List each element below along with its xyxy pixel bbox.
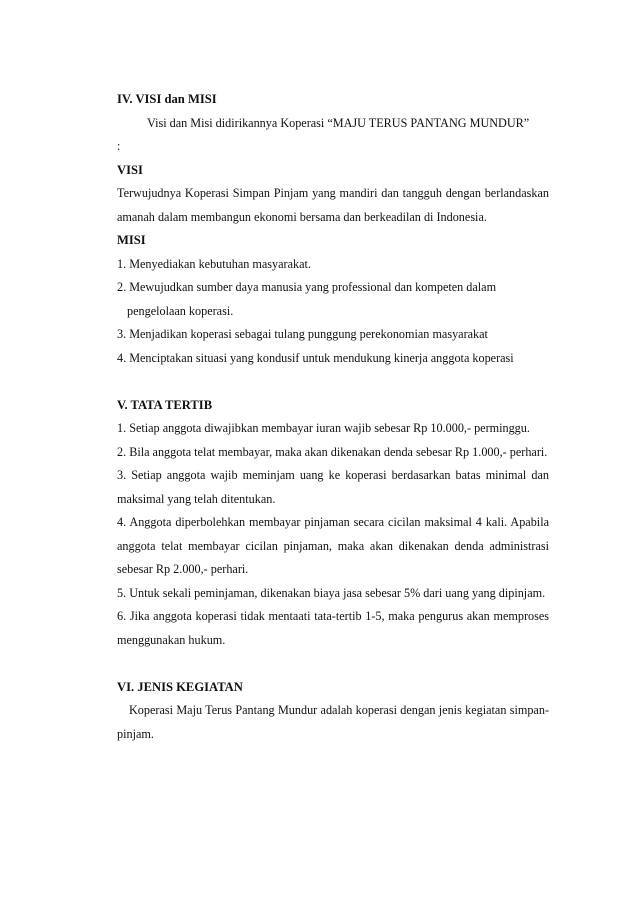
visi-misi-intro-colon: :: [117, 139, 121, 153]
jenis-kegiatan-text: Koperasi Maju Terus Pantang Mundur adalah koperasi dengan jenis kegiatan simpan-pinjam.: [117, 703, 549, 741]
misi-item-2: 2. Mewujudkan sumber daya manusia yang professional dan kompeten dalam: [117, 280, 497, 294]
misi-item-2-continued: pengelolaan koperasi.: [127, 303, 234, 318]
document-page: [117, 88, 549, 746]
visi-misi-intro: Visi dan Misi didirikannya Koperasi “MAJU TERUS PANTANG MUNDUR”: [147, 115, 530, 130]
misi-item-1: 1. Menyediakan kebutuhan masyarakat.: [117, 256, 311, 271]
section-spacer: [117, 370, 549, 394]
section-4-heading: IV. VISI dan MISI: [117, 92, 217, 106]
tata-tertib-rule-6: 6. Jika anggota koperasi tidak mentaati tata-tertib 1-5, maka pengurus akan memproses menggunakan hukum.: [117, 609, 549, 647]
section-5-heading: V. TATA TERTIB: [117, 397, 213, 412]
section-spacer: [117, 652, 549, 676]
visi-heading: VISI: [117, 162, 143, 177]
visi-text: Terwujudnya Koperasi Simpan Pinjam yang mandiri dan tangguh dengan berlandaskan amanah dalam membangun ekonomi bersama dan berkeadilan di Indonesia.: [117, 186, 549, 224]
misi-item-4: 4. Menciptakan situasi yang kondusif untuk mendukung kinerja anggota koperasi: [117, 350, 514, 365]
tata-tertib-rule-4: 4. Anggota diperbolehkan membayar pinjaman secara cicilan maksimal 4 kali. Apabila anggota telat membayar cicilan pinjaman, maka akan dikenakan denda administrasi sebesar Rp 2.000,- perhari.: [117, 515, 549, 576]
tata-tertib-rule-2: 2. Bila anggota telat membayar, maka akan dikenakan denda sebesar Rp 1.000,- perhari.: [117, 444, 548, 459]
misi-heading: MISI: [117, 233, 146, 247]
tata-tertib-rule-1: 1. Setiap anggota diwajibkan membayar iuran wajib sebesar Rp 10.000,- perminggu.: [117, 421, 530, 435]
section-6-heading: VI. JENIS KEGIATAN: [117, 679, 243, 694]
tata-tertib-rule-3: 3. Setiap anggota wajib meminjam uang ke koperasi berdasarkan batas minimal dan maksimal yang telah ditentukan.: [117, 468, 549, 506]
tata-tertib-rule-5: 5. Untuk sekali peminjaman, dikenakan biaya jasa sebesar 5% dari uang yang dipinjam.: [117, 585, 546, 600]
misi-item-3: 3. Menjadikan koperasi sebagai tulang punggung perekonomian masyarakat: [117, 327, 488, 341]
